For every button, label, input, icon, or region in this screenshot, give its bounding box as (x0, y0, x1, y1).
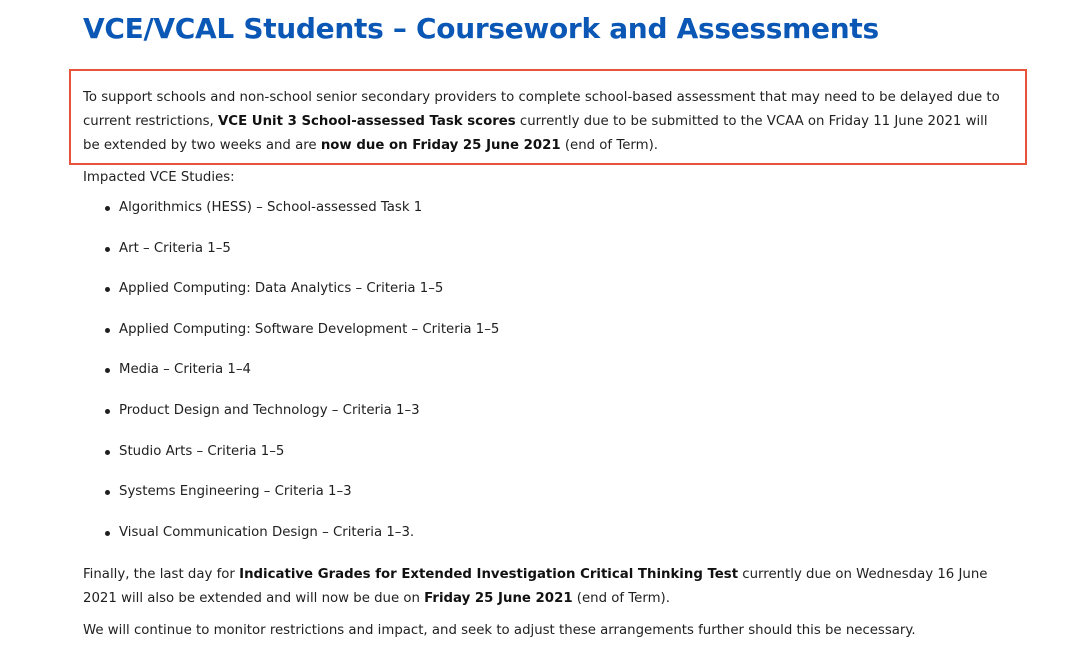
notice-bold-new-due-date: now due on Friday 25 June 2021 (320, 138, 561, 153)
notice-middle-text: currently due to be submitted to the VCAA on Friday 11 June 2021 will be extended by two weeks and are (83, 114, 988, 153)
list-item-text: Studio Arts – Criteria 1–5 (119, 443, 285, 459)
bullet-icon (105, 247, 110, 252)
bullet-icon (105, 450, 110, 455)
bullet-icon (105, 287, 110, 292)
list-item (83, 318, 499, 359)
list-item (83, 237, 499, 278)
list-item-text: Applied Computing: Software Development – Criteria 1–5 (119, 321, 500, 337)
list-item-text: Media – Criteria 1–4 (119, 362, 251, 378)
list-item-text: Visual Communication Design – Criteria 1–3. (119, 524, 415, 540)
final-bold-due-date: Friday 25 June 2021 (424, 591, 573, 606)
monitor-paragraph: We will continue to monitor restrictions and impact, and seek to adjust these arrangements further should this be necessary. (83, 623, 916, 638)
bullet-icon (105, 368, 110, 373)
final-intro-text: Finally, the last day for (83, 567, 240, 582)
impacted-studies-list (83, 196, 499, 561)
list-item-text: Algorithmics (HESS) – School-assessed Task 1 (119, 200, 423, 215)
final-extension-paragraph (83, 563, 1018, 611)
page-title: VCE/VCAL Students – Coursework and Assessments (83, 12, 879, 45)
bullet-icon (105, 531, 110, 536)
list-item (83, 521, 499, 562)
list-item-text: Applied Computing: Data Analytics – Criteria 1–5 (119, 281, 444, 297)
list-item (83, 399, 499, 440)
bullet-icon (105, 328, 110, 333)
list-item (83, 196, 499, 237)
bullet-icon (105, 490, 110, 495)
notice-bold-task-scores: VCE Unit 3 School-assessed Task scores (218, 114, 516, 129)
bullet-icon (105, 409, 110, 414)
list-item-text: Product Design and Technology – Criteria 1–3 (119, 402, 420, 418)
list-item (83, 480, 499, 521)
list-item (83, 358, 499, 399)
bullet-icon (105, 206, 110, 211)
notice-intro-text: To support schools and non-school senior secondary providers to complete school-based assessment that may need to be delayed due to current restrictions, (83, 90, 1000, 129)
list-item-text: Systems Engineering – Criteria 1–3 (119, 484, 352, 500)
notice-end-text: (end of Term). (560, 138, 658, 153)
list-item (83, 440, 499, 481)
highlighted-notice-box (69, 69, 1027, 165)
impacted-studies-label: Impacted VCE Studies: (83, 170, 235, 185)
final-end-text: (end of Term). (572, 591, 670, 606)
notice-paragraph (83, 86, 1008, 158)
final-bold-indicative-grades: Indicative Grades for Extended Investigation Critical Thinking Test (239, 567, 739, 582)
list-item-text: Art – Criteria 1–5 (119, 240, 231, 256)
list-item (83, 277, 499, 318)
final-middle-text: currently due on Wednesday 16 June 2021 will also be extended and will now be due on (83, 567, 988, 606)
